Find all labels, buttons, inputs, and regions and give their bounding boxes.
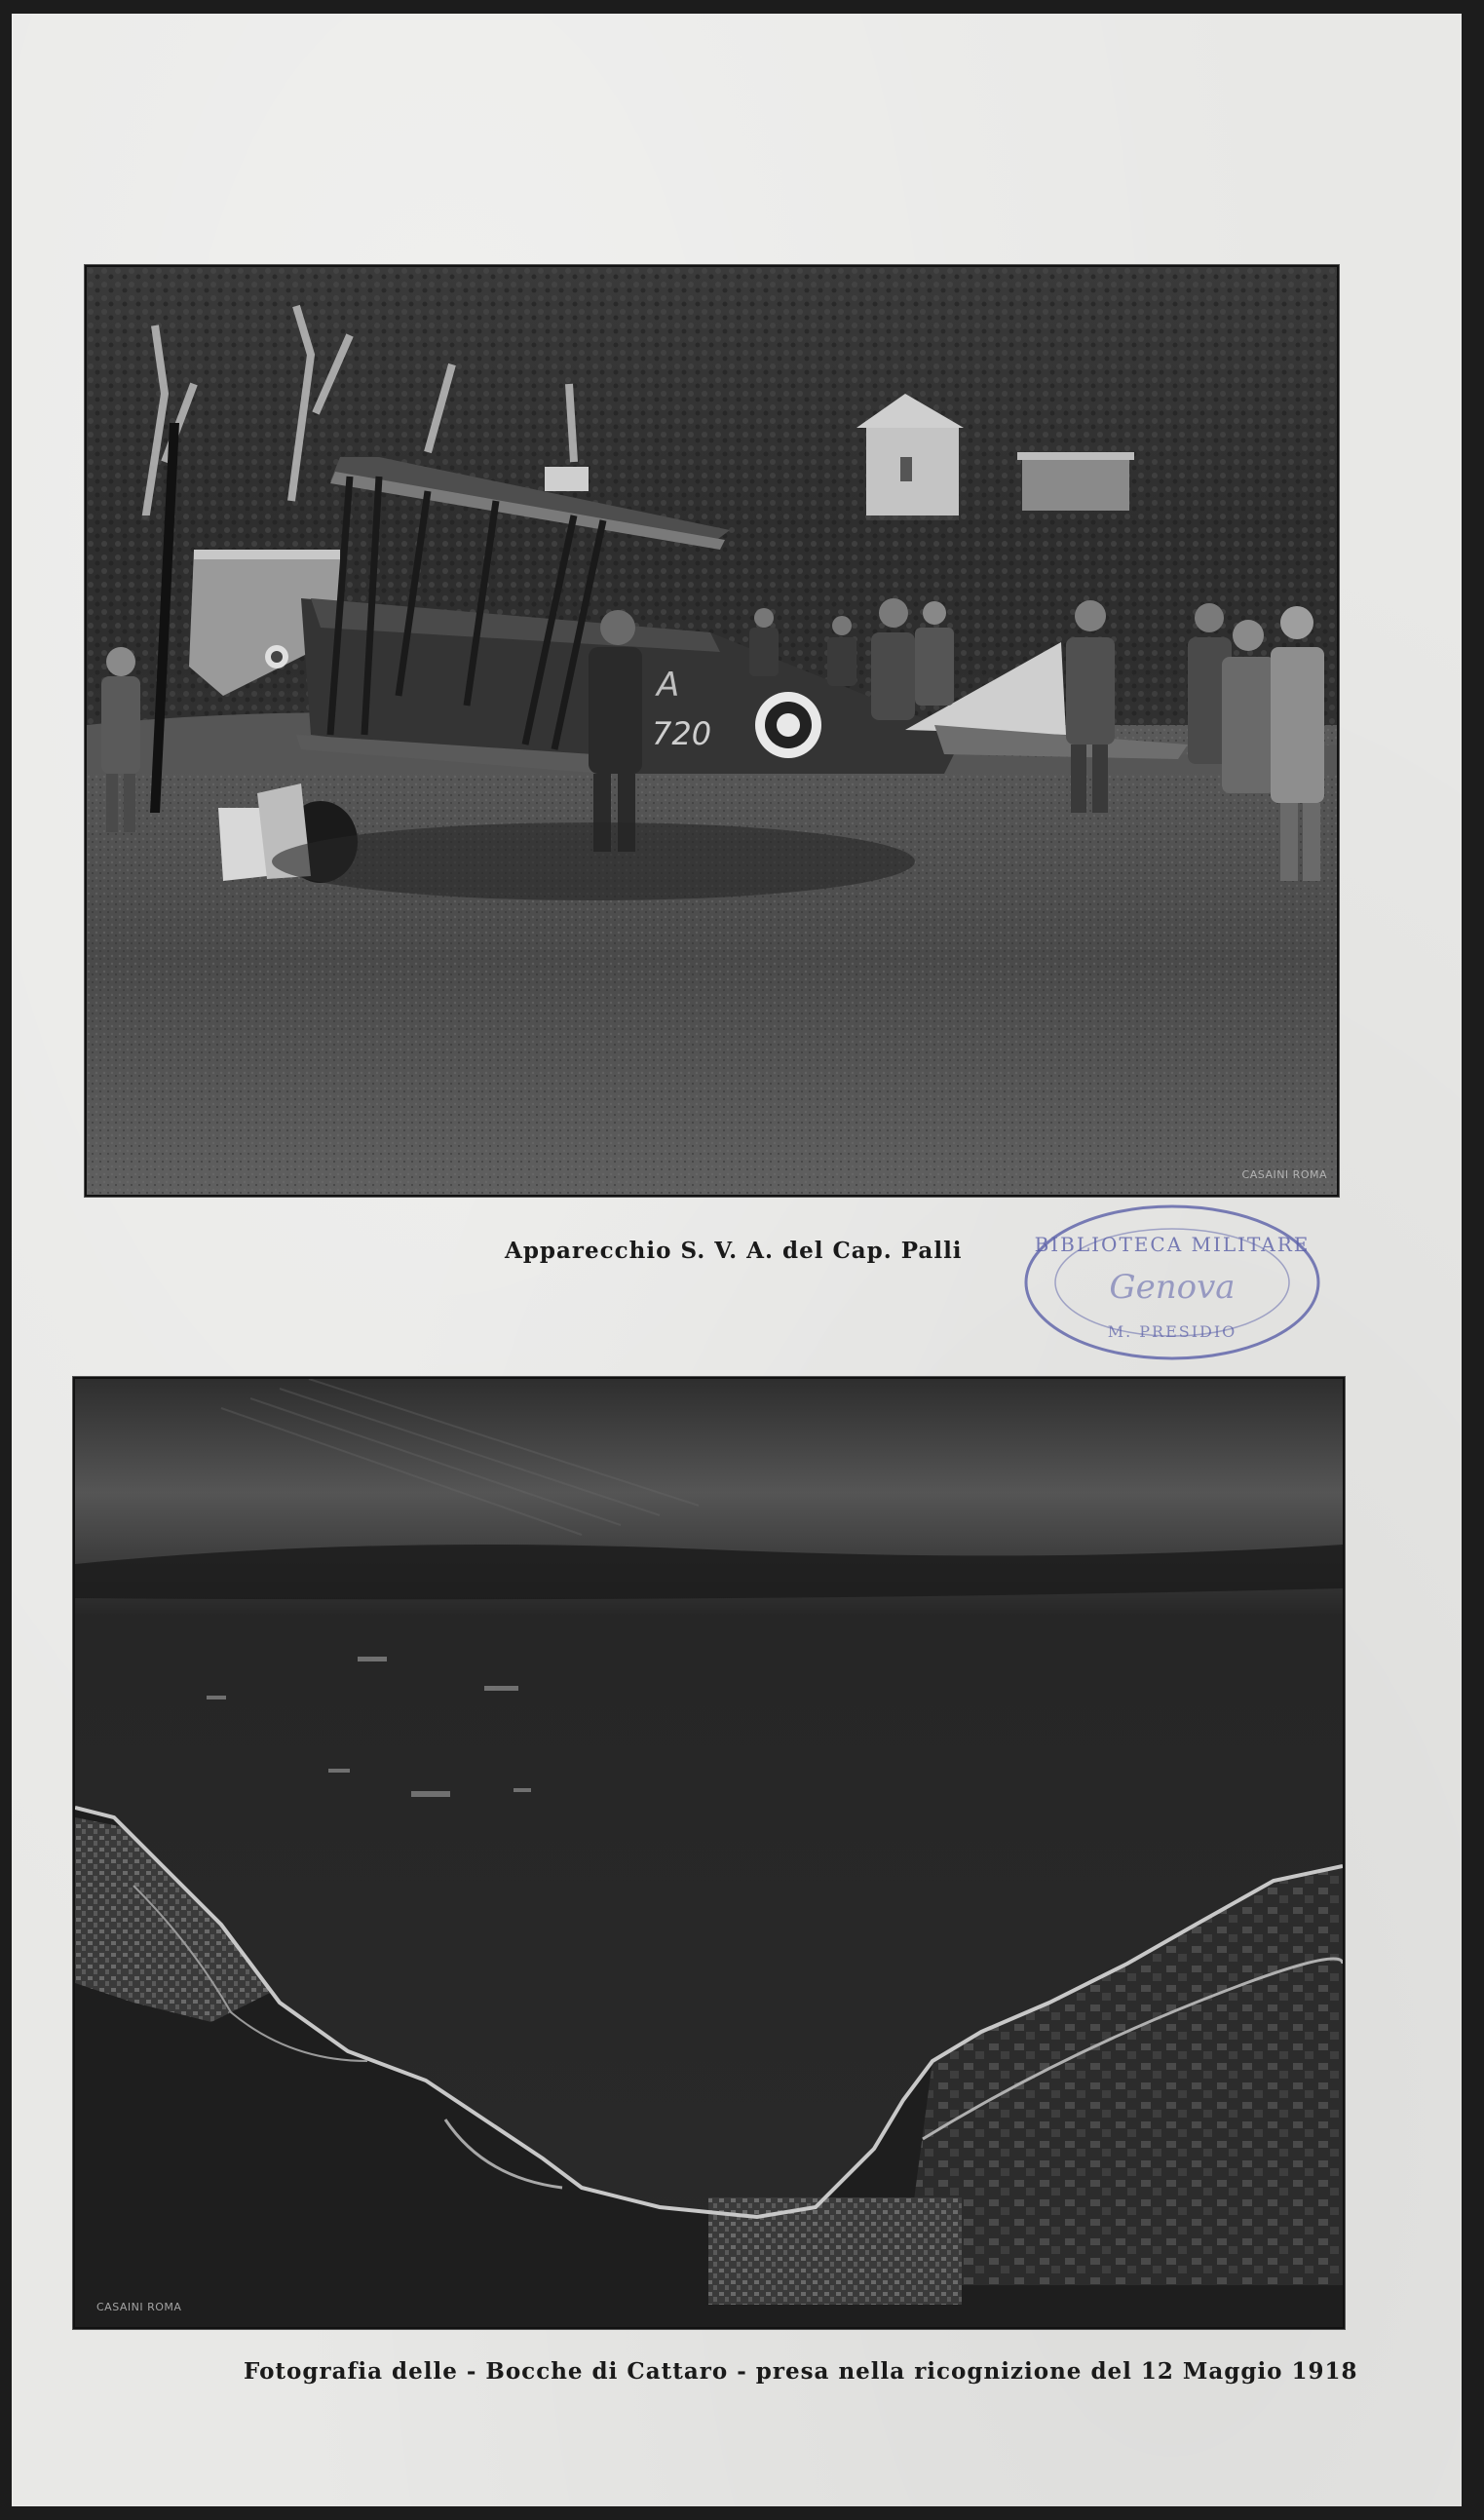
aerial-photo-image xyxy=(75,1379,1343,2327)
aerial-photo-caption: Fotografia delle - Bocche di Cattaro - presa nella ricognizione del 12 Maggio 1918 xyxy=(244,2358,1358,2385)
svg-text:BIBLIOTECA MILITARE: BIBLIOTECA MILITARE xyxy=(1034,1233,1311,1256)
aircraft-photo-image xyxy=(87,267,1337,1195)
aircraft-photo xyxy=(85,265,1339,1197)
photo-credit: CASAINI ROMA xyxy=(1241,1168,1327,1181)
aerial-photo xyxy=(73,1377,1345,2329)
library-stamp xyxy=(1018,1201,1326,1364)
svg-text:M. PRESIDIO: M. PRESIDIO xyxy=(1107,1322,1237,1341)
svg-text:Genova: Genova xyxy=(1109,1268,1236,1307)
svg-text:A: A xyxy=(657,666,680,705)
aircraft-photo-caption: Apparecchio S. V. A. del Cap. Palli xyxy=(505,1238,963,1264)
document-page xyxy=(12,14,1462,2506)
photo-credit: CASAINI ROMA xyxy=(96,2301,182,2313)
aircraft-number: 720 xyxy=(652,715,712,752)
